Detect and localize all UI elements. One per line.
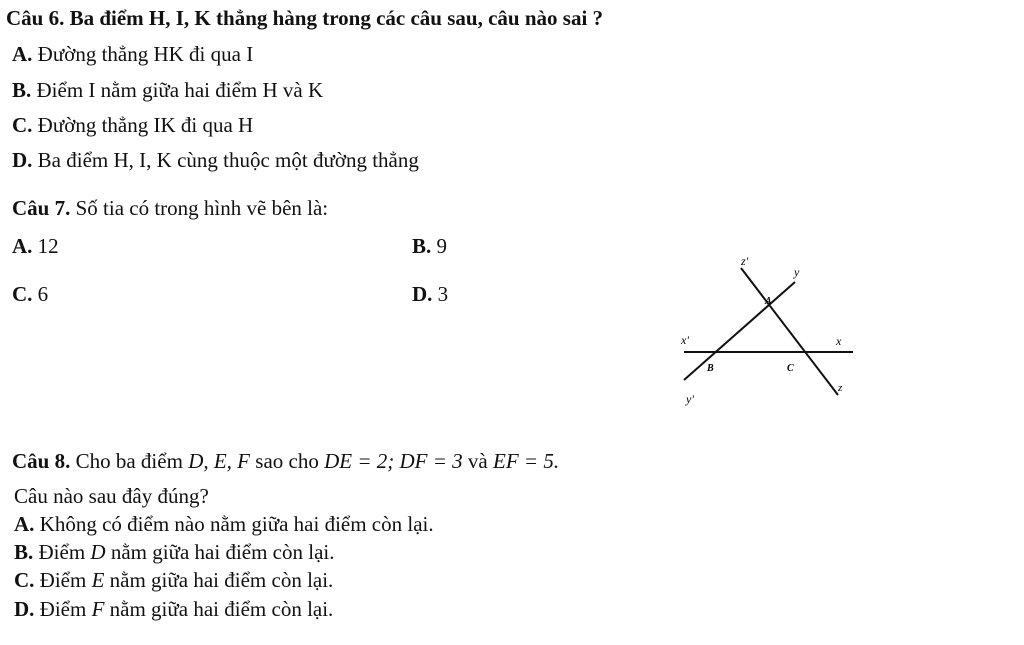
q8-option-d-var: F <box>91 597 105 621</box>
q8-label: Câu 8. <box>12 449 71 473</box>
q6-option-d-text: Ba điểm H, I, K cùng thuộc một đường thẳng <box>37 148 419 172</box>
q6-option-b-text: Điểm I nằm giữa hai điểm H và K <box>36 78 324 102</box>
label-z: z <box>838 382 843 394</box>
q8-question: Câu nào sau đây đúng? <box>14 484 209 508</box>
q8-option-c-var: E <box>91 568 105 592</box>
label-y-prime: y' <box>686 392 694 406</box>
q8-statement <box>12 449 559 473</box>
q8-option-d-pre: Điểm <box>39 597 87 621</box>
q7-option-a-text: 12 <box>37 234 59 258</box>
q7-option-b-label: B. <box>412 234 432 258</box>
q8-option-c <box>14 568 333 592</box>
q7-option-a-label: A. <box>12 234 33 258</box>
q8-option-d <box>14 597 333 621</box>
q7-option-c-label: C. <box>12 282 33 306</box>
q6-option-b-label: B. <box>12 78 32 102</box>
q8-option-b-post: nằm giữa hai điểm còn lại. <box>110 540 335 564</box>
line-y-prime-y <box>684 282 795 380</box>
q8-option-c-post: nằm giữa hai điểm còn lại. <box>109 568 334 592</box>
q6-option-d-label: D. <box>12 148 33 172</box>
q8-option-c-label: C. <box>14 568 35 592</box>
q6-option-c-label: C. <box>12 113 33 137</box>
q8-eq2: EF = 5. <box>493 449 560 473</box>
q8-option-b-pre: Điểm <box>38 540 86 564</box>
q7-option-c-text: 6 <box>37 282 49 306</box>
q8-option-b-var: D <box>90 540 106 564</box>
label-y: y <box>794 265 800 279</box>
q8-option-d-post: nằm giữa hai điểm còn lại. <box>109 597 334 621</box>
q8-option-a-text: Không có điểm nào nằm giữa hai điểm còn lại. <box>39 512 434 536</box>
q8-intro: Cho ba điểm <box>75 449 183 473</box>
q8-option-d-label: D. <box>14 597 35 621</box>
q7-label: Câu 7. <box>12 196 71 220</box>
q8-eq1: DE = 2; DF = 3 <box>324 449 463 473</box>
q8-points: D, E, F <box>188 449 251 473</box>
q8-and: và <box>467 449 488 473</box>
label-a: A <box>765 296 772 307</box>
q7-option-b-text: 9 <box>436 234 448 258</box>
q8-option-c-pre: Điểm <box>39 568 87 592</box>
q6-title: Câu 6. Ba điểm H, I, K thẳng hàng trong các câu sau, câu nào sai ? <box>6 6 604 30</box>
q6-option-a-text: Đường thẳng HK đi qua I <box>37 42 254 66</box>
q6-option-a-label: A. <box>12 42 33 66</box>
q7-option-d-text: 3 <box>437 282 449 306</box>
q8-option-a-label: A. <box>14 512 35 536</box>
label-x: x <box>836 334 842 348</box>
q6-option-c-text: Đường thẳng IK đi qua H <box>37 113 254 137</box>
label-c: C <box>787 363 794 374</box>
q7-option-d-label: D. <box>412 282 433 306</box>
q8-option-b <box>14 540 335 564</box>
q8-mid: sao cho <box>255 449 319 473</box>
q8-option-b-label: B. <box>14 540 34 564</box>
q8-option-a <box>14 512 434 536</box>
label-x-prime: x' <box>681 333 689 347</box>
label-z-prime: z' <box>741 254 749 268</box>
label-b: B <box>707 363 714 374</box>
q7-text: Số tia có trong hình vẽ bên là: <box>75 196 329 220</box>
